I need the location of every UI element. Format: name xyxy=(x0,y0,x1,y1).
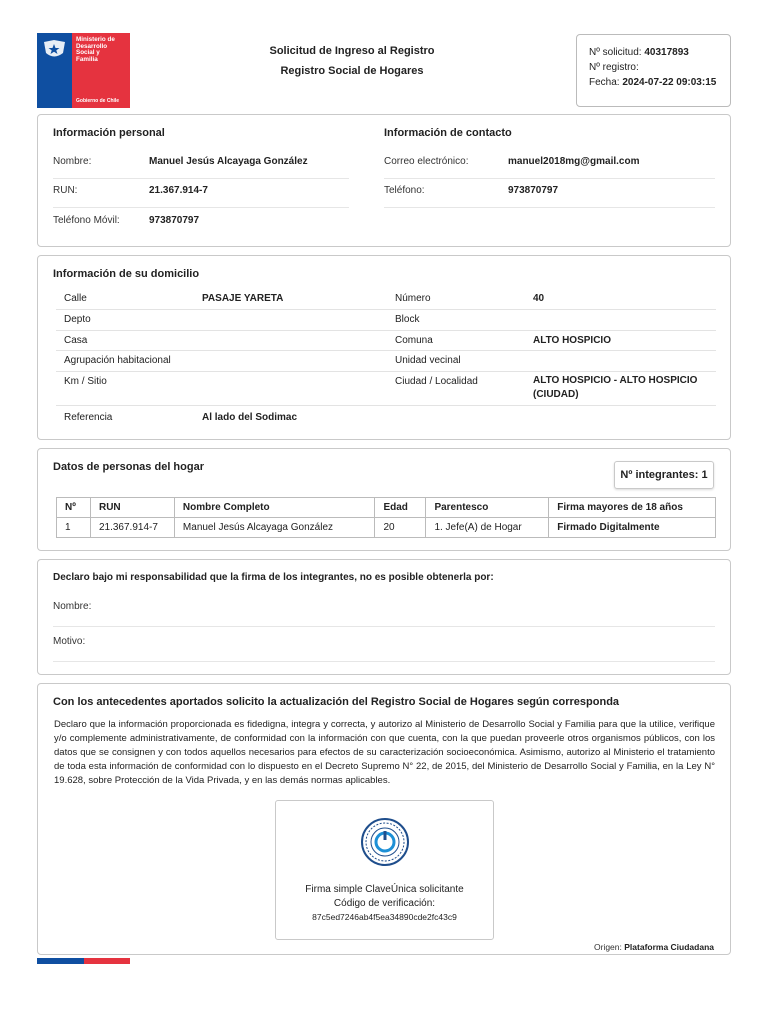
address-table xyxy=(56,289,716,426)
table-header-row xyxy=(57,498,716,518)
address-value xyxy=(525,310,716,331)
address-value xyxy=(194,371,387,405)
address-row xyxy=(56,330,716,351)
exemption-nombre-label: Nombre: xyxy=(53,601,92,612)
address-value: Al lado del Sodimac xyxy=(202,411,298,423)
nombre-label: Nombre: xyxy=(53,156,92,167)
correo-value: manuel2018mg@gmail.com xyxy=(508,156,640,167)
signature-exemption-title: Declaro bajo mi responsabilidad que la firma de los integrantes, no es posible obtenerla por: xyxy=(53,572,494,583)
signature-status: Firmado Digitalmente xyxy=(549,518,716,538)
signature-type: Firma simple ClaveÚnica solicitante xyxy=(305,884,464,895)
address-label: Block xyxy=(387,310,525,331)
column-header: Nombre Completo xyxy=(174,498,375,518)
run-value: 21.367.914-7 xyxy=(149,185,208,196)
coat-of-arms-icon xyxy=(41,38,68,60)
household-card xyxy=(37,448,731,551)
table-cell: 20 xyxy=(375,518,426,538)
address-value: ALTO HOSPICIO xyxy=(525,330,716,351)
address-value: ALTO HOSPICIO - ALTO HOSPICIO (CIUDAD) xyxy=(525,371,716,405)
address-value: PASAJE YARETA xyxy=(194,289,387,310)
claveunica-seal-icon xyxy=(360,817,410,867)
movil-value: 973870797 xyxy=(149,215,200,226)
divider xyxy=(53,178,349,179)
address-row xyxy=(56,310,716,331)
divider xyxy=(53,626,715,627)
exemption-motivo-label: Motivo: xyxy=(53,636,86,647)
column-header: Edad xyxy=(375,498,426,518)
table-cell: 1. Jefe(A) de Hogar xyxy=(426,518,549,538)
address-label: Unidad vecinal xyxy=(387,351,525,372)
table-cell: 1 xyxy=(57,518,91,538)
fecha-label: Fecha: xyxy=(589,77,620,88)
address-value xyxy=(525,405,716,426)
personal-info-card xyxy=(37,114,731,247)
column-header: RUN xyxy=(90,498,174,518)
address-value: 40 xyxy=(525,289,716,310)
logo-gov-text: Gobierno de Chile xyxy=(76,98,120,104)
origin-text: Origen: Plataforma Ciudadana xyxy=(594,942,714,952)
run-label: RUN: xyxy=(53,185,78,196)
telefono-value: 973870797 xyxy=(508,185,559,196)
address-label: Casa xyxy=(56,330,194,351)
divider xyxy=(53,661,715,662)
address-label: Agrupación habitacional xyxy=(56,351,194,372)
address-row xyxy=(56,351,716,372)
registro-label: Nº registro: xyxy=(589,62,639,73)
address-label: Km / Sitio xyxy=(56,371,194,405)
telefono-label: Teléfono: xyxy=(384,185,425,196)
solicitud-label: Nº solicitud: xyxy=(589,47,642,58)
divider xyxy=(384,178,715,179)
movil-label: Teléfono Móvil: xyxy=(53,215,120,226)
logo-text: Ministerio de Desarrollo Social y Familia xyxy=(76,36,115,63)
address-value xyxy=(194,351,387,372)
members-table xyxy=(56,497,716,538)
address-row xyxy=(56,405,716,426)
address-row xyxy=(56,371,716,405)
declaration-title: Con los antecedentes aportados solicito la actualización del Registro Social de Hogares según corresponda xyxy=(53,696,620,708)
member-count-badge: Nº integrantes: 1 xyxy=(614,461,714,489)
signature-exemption-card xyxy=(37,559,731,675)
personal-info-title: Información personal xyxy=(53,127,165,139)
address-label: Referencia xyxy=(64,411,113,423)
correo-label: Correo electrónico: xyxy=(384,156,469,167)
verification-code: 87c5ed7246ab4f5ea34890cde2fc43c9 xyxy=(312,912,457,922)
address-value xyxy=(194,330,387,351)
page-title: Solicitud de Ingreso al Registro xyxy=(269,45,435,57)
table-row xyxy=(57,518,716,538)
nombre-value: Manuel Jesús Alcayaga González xyxy=(149,156,308,167)
address-label: Depto xyxy=(56,310,194,331)
table-cell: Manuel Jesús Alcayaga González xyxy=(174,518,375,538)
address-label: Ciudad / Localidad xyxy=(387,371,525,405)
contact-info-title: Información de contacto xyxy=(384,127,512,139)
signature-box xyxy=(275,800,494,940)
fecha-value: 2024-07-22 09:03:15 xyxy=(622,77,717,88)
column-header: Firma mayores de 18 años xyxy=(549,498,716,518)
declaration-card xyxy=(37,683,731,955)
table-cell: 21.367.914-7 xyxy=(90,518,174,538)
household-title: Datos de personas del hogar xyxy=(53,461,204,473)
request-info-box xyxy=(576,34,731,107)
address-label: Calle xyxy=(56,289,194,310)
declaration-text: Declaro que la información proporcionada es fidedigna, integra y correcta, y autorizo al Ministerio de Desarrollo Social y Familia para que la utilice, verifique y/o complemente administrativamente, de conformidad con la información con que cuenta, con la que puedan proveerle otros organismos públicos, con los datos que se consignen y con todos aquellos necesarios para efectos de su caracterización socioeconómica. Asimismo, autorizo al Ministerio el tratamiento de toda esta información de conformidad con lo dispuesto en el Decreto Supremo N° 22, de 2015, del Ministerio de Desarrollo Social y Familia, en la Ley N° 19.628, sobre Protección de la Vida Privada, y en las demás normas aplicables. xyxy=(54,719,715,786)
column-header: Parentesco xyxy=(426,498,549,518)
address-label xyxy=(387,405,525,426)
address-value xyxy=(194,310,387,331)
divider xyxy=(53,207,349,208)
column-header: Nº xyxy=(57,498,91,518)
verification-label: Código de verificación: xyxy=(333,898,436,909)
address-card xyxy=(37,255,731,440)
solicitud-value: 40317893 xyxy=(644,47,689,58)
page-subtitle: Registro Social de Hogares xyxy=(280,65,424,77)
ministry-logo xyxy=(37,33,130,108)
footer-brand-bar xyxy=(37,958,130,964)
address-label: Número xyxy=(387,289,525,310)
divider xyxy=(384,207,715,208)
address-title: Información de su domicilio xyxy=(53,268,200,280)
address-row xyxy=(56,289,716,310)
address-value xyxy=(525,351,716,372)
address-label: Comuna xyxy=(387,330,525,351)
